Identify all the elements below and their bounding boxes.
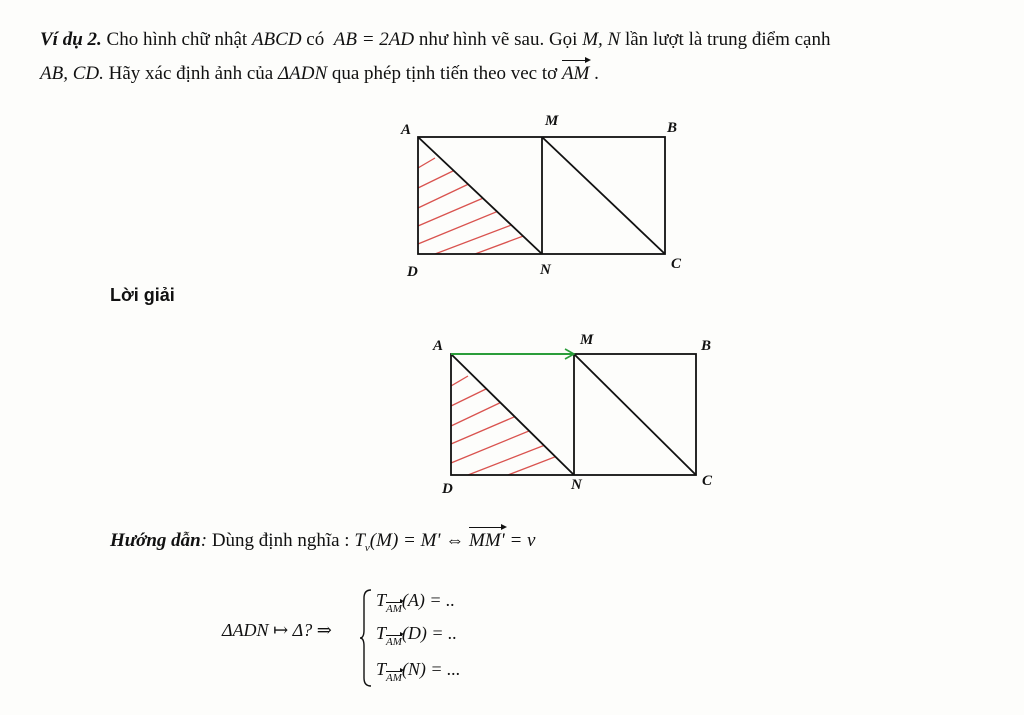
label-c: C bbox=[671, 256, 682, 272]
system-brace bbox=[360, 588, 370, 688]
row-t: T bbox=[376, 659, 387, 679]
brace-svg bbox=[360, 588, 372, 688]
figure-2 bbox=[428, 328, 738, 508]
solution-title: Lời giải bbox=[110, 285, 175, 305]
system-row-1 bbox=[376, 590, 456, 615]
text-segment: lần lượt là trung điểm cạnh bbox=[620, 29, 831, 50]
system-row-3 bbox=[376, 659, 461, 684]
points-mn: M, N bbox=[582, 29, 621, 50]
figure-2-svg bbox=[428, 328, 738, 503]
row-sub: AM bbox=[386, 636, 402, 648]
row-sub: AM bbox=[386, 672, 402, 684]
row-arg: (A) = .. bbox=[401, 590, 456, 610]
triangle-name: ΔADN bbox=[277, 63, 328, 84]
translation-t: T bbox=[354, 530, 365, 551]
text-segment: Hãy xác định ảnh của bbox=[103, 63, 278, 84]
example-label: Ví dụ 2. bbox=[40, 29, 102, 50]
figure-1-svg bbox=[395, 108, 705, 283]
guide-line bbox=[110, 530, 535, 552]
row-t: T bbox=[376, 590, 387, 610]
guide-label: Hướng dẫn bbox=[110, 530, 201, 551]
text-segment: có bbox=[301, 29, 329, 50]
text-segment: qua phép tịnh tiến theo vec tơ bbox=[327, 63, 562, 84]
text-segment: Cho hình chữ nhật bbox=[106, 29, 252, 50]
guide-colon: : bbox=[200, 530, 208, 551]
segment-mc bbox=[542, 137, 665, 254]
translation-sub: v bbox=[364, 542, 370, 554]
segment-mc bbox=[574, 354, 696, 475]
label-c: C bbox=[702, 473, 713, 489]
text-segment: như hình vẽ sau. Gọi bbox=[414, 29, 583, 50]
label-a: A bbox=[401, 122, 412, 138]
row-t: T bbox=[376, 623, 387, 643]
label-n: N bbox=[540, 262, 551, 278]
label-n: N bbox=[571, 477, 582, 493]
problem-line-1 bbox=[40, 29, 831, 51]
formula-mid: (M) = M' ⇔ bbox=[369, 530, 469, 551]
label-m: M bbox=[580, 332, 594, 348]
row-arg: (N) = ... bbox=[401, 659, 461, 679]
row-arg: (D) = .. bbox=[401, 623, 458, 643]
figure-1 bbox=[395, 108, 705, 288]
label-d: D bbox=[407, 264, 418, 280]
rect-name: ABCD bbox=[251, 29, 302, 50]
system-row-2 bbox=[376, 623, 458, 648]
label-b: B bbox=[667, 120, 678, 136]
formula-end: = v bbox=[504, 530, 536, 551]
row-sub: AM bbox=[386, 603, 402, 615]
problem-line-2 bbox=[40, 63, 599, 85]
text-segment: . bbox=[589, 63, 599, 84]
vector-am: AM bbox=[561, 63, 590, 84]
label-b: B bbox=[701, 338, 712, 354]
system-lhs: ΔADN ↦ Δ? ⇒ bbox=[222, 620, 332, 640]
label-d: D bbox=[442, 481, 453, 497]
label-m: M bbox=[545, 113, 559, 129]
segment-an bbox=[451, 354, 574, 475]
guide-text: Dùng định nghĩa : bbox=[207, 530, 355, 551]
equation: AB = 2AD bbox=[333, 29, 415, 50]
vector-mm: MM' bbox=[469, 530, 505, 551]
label-a: A bbox=[433, 338, 444, 354]
sides: AB, CD. bbox=[40, 63, 104, 84]
